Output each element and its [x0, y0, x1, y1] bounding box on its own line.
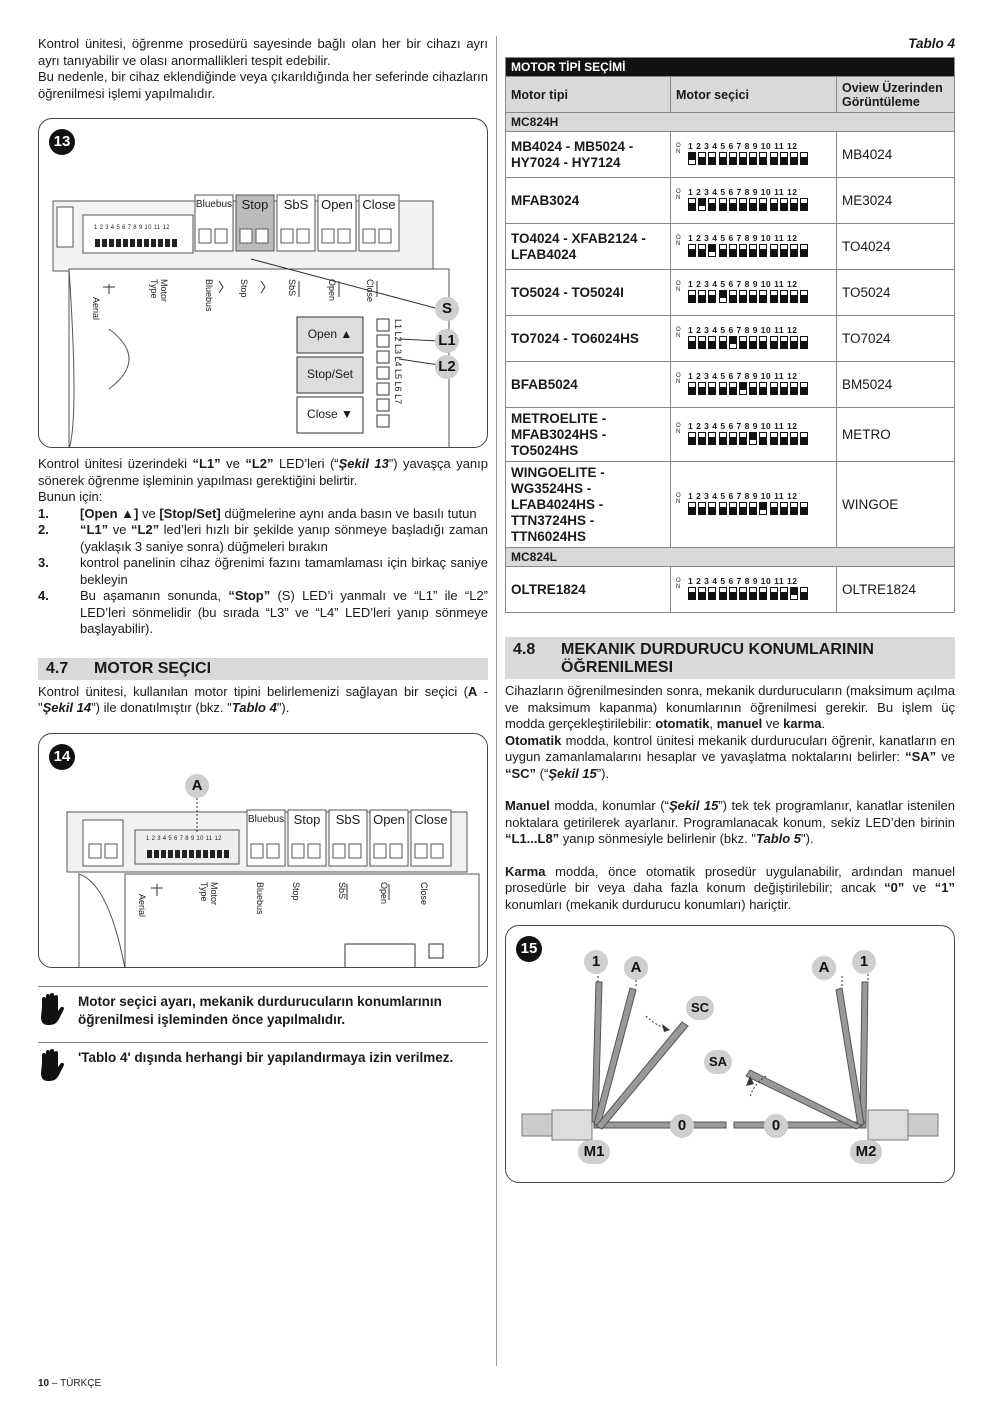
- dip-switch-8: [759, 382, 767, 395]
- dip-switch-6: [739, 587, 747, 600]
- dip-switch-5: [729, 432, 737, 445]
- dip-switch-10: [780, 152, 788, 165]
- dip-switch-11: [790, 198, 798, 211]
- dip-numbers: 1 2 3 4 5 6 7 8 9 10 11 12: [688, 324, 798, 335]
- label-sa: SA: [704, 1050, 732, 1074]
- dip-on-label: O N: [676, 280, 681, 293]
- dip-switch-5: [729, 198, 737, 211]
- group-row: MC824L: [506, 548, 955, 567]
- dip-switch-11: [790, 432, 798, 445]
- dip-switch-7: [749, 244, 757, 257]
- terminal-label-close: Close: [419, 881, 429, 905]
- dip-numbers: 1 2 3 4 5 6 7 8 9 10 11 12: [688, 186, 798, 197]
- dip-switch-10: [780, 382, 788, 395]
- dip-switch: [674, 421, 824, 449]
- button-label-stop: Stop: [293, 811, 321, 827]
- button-label-stop: Stop: [241, 197, 269, 212]
- motor-selector-cell: [671, 316, 837, 362]
- terminal-label-stop: Stop: [291, 881, 301, 901]
- dip-switch-9: [770, 198, 778, 211]
- figure-14-drawing: [39, 734, 488, 968]
- motor-selector-cell: [671, 408, 837, 462]
- dip-switch-8: [759, 152, 767, 165]
- dip-on-label: O N: [676, 422, 681, 435]
- dip-on-label: O N: [676, 326, 681, 339]
- key-stop-set: Stop/Set: [306, 367, 354, 381]
- button-label-sbs: SbS: [335, 811, 361, 827]
- dip-switch-2: [698, 198, 706, 211]
- dip-switch-5: [729, 587, 737, 600]
- dip-switch-3: [708, 432, 716, 445]
- dip-on-label: O N: [676, 188, 681, 201]
- dip-switch-8: [759, 244, 767, 257]
- dip-switch: [674, 141, 824, 169]
- dip-switch-7: [749, 152, 757, 165]
- dip-switch-12: [800, 152, 808, 165]
- dip-switch-12: [800, 432, 808, 445]
- button-label-close: Close: [362, 197, 396, 212]
- table-row: [506, 178, 955, 224]
- table-body: [506, 113, 955, 613]
- motor-type-cell: TO7024 - TO6024HS: [506, 316, 671, 362]
- dip-switch-1: [688, 432, 696, 445]
- label-a-right: A: [812, 956, 836, 980]
- dip-switch-5: [729, 336, 737, 349]
- motor-type-cell: OLTRE1824: [506, 567, 671, 613]
- dip-switch-9: [770, 432, 778, 445]
- dip-on-label: O N: [676, 234, 681, 247]
- header-oview: Oview Üzerinden Görüntüleme: [837, 77, 955, 113]
- dip-switch-10: [780, 290, 788, 303]
- dip-switch-5: [729, 290, 737, 303]
- label-0-right: 0: [764, 1114, 788, 1138]
- dip-switch: [674, 325, 824, 353]
- label-m1: M1: [578, 1140, 610, 1164]
- dip-switch-1: [688, 152, 696, 165]
- dip-switch-6: [739, 336, 747, 349]
- terminal-label-aerial: Aerial: [91, 297, 101, 321]
- label-a-left: A: [624, 956, 648, 980]
- dip-switch-9: [770, 336, 778, 349]
- dip-switch-2: [698, 152, 706, 165]
- table-title: MOTOR TİPİ SEÇİMİ: [506, 58, 955, 77]
- dip-switch-11: [790, 502, 798, 515]
- figure-14: [38, 733, 488, 968]
- motor-selector-cell: [671, 270, 837, 316]
- dip-switch-11: [790, 290, 798, 303]
- header-motor-selector: Motor seçici: [671, 77, 837, 113]
- dip-switch-1: [688, 336, 696, 349]
- oview-cell: TO4024: [837, 224, 955, 270]
- label-1-right: 1: [852, 950, 876, 974]
- dip-switch-4: [719, 502, 727, 515]
- dip-switch-6: [739, 382, 747, 395]
- dip-switch-12: [800, 336, 808, 349]
- dip-switch-1: [688, 198, 696, 211]
- motor-type-cell: TO4024 - XFAB2124 - LFAB4024: [506, 224, 671, 270]
- terminal-label-motor-type: Motor Type: [199, 881, 219, 905]
- dip-switch-8: [759, 336, 767, 349]
- dip-switch-3: [708, 198, 716, 211]
- motor-selector-cell: [671, 362, 837, 408]
- callout-s: S: [435, 297, 459, 321]
- table-row: [506, 132, 955, 178]
- dip-switch: [674, 371, 824, 399]
- motor-selector-cell: [671, 462, 837, 548]
- dip-switch-7: [749, 432, 757, 445]
- section-4-8-paragraph-3: Manuel modda, konumlar (“Şekil 15”) tek tek programlanır, kanatlar istenilen noktalara getirilerek ayarlanır. Programlanacak konum, sekiz LED’den birinin “L1...L8” yanıp sönmesiyle belirlenir (bkz. "Tablo 5").: [505, 798, 955, 846]
- dip-switch-3: [708, 336, 716, 349]
- dip-switch-1: [688, 587, 696, 600]
- dip-switch-8: [759, 587, 767, 600]
- column-divider: [496, 36, 497, 1366]
- led-labels: L1 L2 L3 L4 L5 L6 L7: [393, 319, 403, 405]
- dip-switch-3: [708, 152, 716, 165]
- group-row: MC824H: [506, 113, 955, 132]
- steps-list: [38, 506, 488, 638]
- motor-selector-cell: [671, 178, 837, 224]
- dip-switch-4: [719, 152, 727, 165]
- figure-number: 13: [49, 129, 75, 155]
- oview-cell: TO5024: [837, 270, 955, 316]
- note-1-text: Motor seçici ayarı, mekanik durdurucuların konumlarının öğrenilmesi işleminden önce yapılmalıdır.: [78, 993, 442, 1027]
- terminal-label-stop: Stop: [239, 279, 249, 298]
- dip-switch-10: [780, 587, 788, 600]
- step-1: 1. [Open ▲] ve [Stop/Set] düğmelerine aynı anda basın ve basılı tutun: [38, 505, 477, 521]
- dip-switch-9: [770, 502, 778, 515]
- dip-switch-4: [719, 244, 727, 257]
- dip-switch-1: [688, 382, 696, 395]
- dip-switch-3: [708, 502, 716, 515]
- dip-numbers: 1 2 3 4 5 6 7 8 9 10 11 12: [688, 420, 798, 431]
- motor-type-cell: TO5024 - TO5024I: [506, 270, 671, 316]
- dip-switch-3: [708, 382, 716, 395]
- dip-switch-6: [739, 244, 747, 257]
- terminal-label-close: Close: [365, 279, 375, 303]
- button-label-sbs: SbS: [283, 197, 309, 212]
- step-3: 3. kontrol panelinin cihaz öğrenimi fazını tamamlaması için birkaç saniye bekleyin: [38, 555, 488, 587]
- section-4-8-paragraph-4: Karma modda, önce otomatik prosedür uygulanabilir, ardından manuel prosedürle bir veya daha fazla konum değiştirilebilir; ancak “0” ve “1” konumları (mekanik durdurucu konumları) hariçtir.: [505, 863, 955, 912]
- dip-switch: [674, 491, 824, 519]
- dip-switch-11: [790, 152, 798, 165]
- motor-type-cell: WINGOELITE - WG3524HS - LFAB4024HS - TTN3724HS - TTN6024HS: [506, 462, 671, 548]
- dip-switch-7: [749, 336, 757, 349]
- oview-cell: ME3024: [837, 178, 955, 224]
- header-motor-type: Motor tipi: [506, 77, 671, 113]
- note-2-text: 'Tablo 4' dışında herhangi bir yapılandırmaya izin verilmez.: [78, 1049, 454, 1065]
- section-4-8-heading: 4.8 MEKANIK DURDURUCU KONUMLARININ ÖĞRENILMESI: [505, 637, 955, 679]
- motor-type-cell: MFAB3024: [506, 178, 671, 224]
- dip-numbers: 1 2 3 4 5 6 7 8 9 10 11 12: [688, 278, 798, 289]
- dip-switch-10: [780, 336, 788, 349]
- terminal-label-open: Open: [379, 881, 389, 904]
- step-2: 2. “L1” ve “L2” led’leri hızlı bir şekilde yanıp sönmeye başladığı zaman (yaklaşık 3 saniye sonra) düğmeleri bırakın: [38, 522, 488, 554]
- dip-switch-7: [749, 198, 757, 211]
- dip-switch-11: [790, 336, 798, 349]
- oview-cell: OLTRE1824: [837, 567, 955, 613]
- dip-switch-2: [698, 244, 706, 257]
- motor-selector-cell: [671, 567, 837, 613]
- dip-switch: [674, 187, 824, 215]
- label-sc: SC: [686, 996, 714, 1020]
- terminal-label-aerial: Aerial: [137, 893, 147, 917]
- dip-switch-12: [800, 587, 808, 600]
- dip-switch-1: [688, 290, 696, 303]
- dip-switch-6: [739, 290, 747, 303]
- dip-switch-11: [790, 244, 798, 257]
- oview-cell: WINGOE: [837, 462, 955, 548]
- figure-15-drawing: [506, 926, 955, 1183]
- dip-switch-12: [800, 198, 808, 211]
- table-row: [506, 567, 955, 613]
- intro-paragraph-1: Kontrol ünitesi, öğrenme prosedürü sayesinde bağlı olan her bir cihazı ayrı ayrı tanıyabilir ve olası anormallikleri tespit edebilir.: [38, 36, 488, 68]
- dip-switch-11: [790, 382, 798, 395]
- hand-stop-icon: [38, 993, 78, 1030]
- callout-l1: L1: [435, 329, 459, 353]
- intro-paragraph-2: Bu nedenle, bir cihaz eklendiğinde veya çıkarıldığında her seferinde cihazların öğrenilmesi işlemi yapılmalıdır.: [38, 69, 488, 101]
- dip-switch-6: [739, 502, 747, 515]
- dip-switch: [674, 279, 824, 307]
- oview-cell: MB4024: [837, 132, 955, 178]
- dip-on-label: O N: [676, 372, 681, 385]
- motor-type-cell: BFAB5024: [506, 362, 671, 408]
- hand-stop-icon: [38, 1049, 78, 1086]
- dip-switch-7: [749, 587, 757, 600]
- dip-switch-1: [688, 502, 696, 515]
- step-4: 4. Bu aşamanın sonunda, “Stop” (S) LED’i yanmalı ve “L1” ile “L2” LED’leri sönmelidir (bu sırada “L3” ve “L4” LED’leri yanıp sönmeye başlayabilir).: [38, 588, 488, 636]
- dip-numbers-13: 1 2 3 4 5 6 7 8 9 10 11 12: [94, 225, 170, 231]
- table-row: [506, 362, 955, 408]
- terminal-label-sbs: SbS: [287, 279, 297, 297]
- dip-switch-10: [780, 432, 788, 445]
- oview-cell: BM5024: [837, 362, 955, 408]
- dip-switch-2: [698, 587, 706, 600]
- dip-switch: [674, 233, 824, 261]
- dip-switch-8: [759, 290, 767, 303]
- callout-l2: L2: [435, 355, 459, 379]
- table-row: [506, 316, 955, 362]
- dip-switch-12: [800, 382, 808, 395]
- dip-switch-9: [770, 382, 778, 395]
- oview-cell: METRO: [837, 408, 955, 462]
- dip-numbers: 1 2 3 4 5 6 7 8 9 10 11 12: [688, 370, 798, 381]
- label-0-left: 0: [670, 1114, 694, 1138]
- dip-switch-2: [698, 382, 706, 395]
- dip-switch-4: [719, 432, 727, 445]
- section-4-7-heading: 4.7 MOTOR SEÇICI: [38, 658, 488, 680]
- dip-switch-6: [739, 152, 747, 165]
- dip-numbers: 1 2 3 4 5 6 7 8 9 10 11 12: [688, 140, 798, 151]
- dip-switch-7: [749, 502, 757, 515]
- button-label-close: Close: [414, 811, 448, 827]
- label-m2: M2: [850, 1140, 882, 1164]
- dip-switch-5: [729, 244, 737, 257]
- figure-13-drawing: [39, 119, 488, 448]
- section-4-8-paragraph-2: Otomatik modda, kontrol ünitesi mekanik durdurucuları öğrenir, kanatların en uygun zamanlamalarını hesaplar ve yavaşlatma noktalarını belirler: “SA” ve “SC” (“Şekil 15”).: [505, 732, 955, 781]
- dip-on-label: O N: [676, 492, 681, 505]
- dip-switch-6: [739, 432, 747, 445]
- dip-switch-9: [770, 152, 778, 165]
- key-open: Open ▲: [307, 327, 353, 341]
- terminal-label-motor-type: Motor Type: [149, 279, 169, 303]
- dip-switch-4: [719, 587, 727, 600]
- dip-switch-4: [719, 382, 727, 395]
- dip-numbers-14: 1 2 3 4 5 6 7 8 9 10 11 12: [146, 835, 222, 842]
- dip-switch-7: [749, 382, 757, 395]
- note-2: [38, 1042, 488, 1086]
- oview-cell: TO7024: [837, 316, 955, 362]
- dip-switch-2: [698, 336, 706, 349]
- button-label-bluebus: Bluebus: [247, 813, 285, 825]
- terminal-label-open: Open: [327, 279, 337, 302]
- dip-switch-5: [729, 502, 737, 515]
- dip-switch-4: [719, 336, 727, 349]
- button-label-bluebus: Bluebus: [195, 199, 233, 210]
- dip-numbers: 1 2 3 4 5 6 7 8 9 10 11 12: [688, 575, 798, 586]
- paragraph-lead: Bunun için:: [38, 489, 103, 504]
- dip-switch-8: [759, 502, 767, 515]
- dip-on-label: O N: [676, 142, 681, 155]
- section-4-7-text: Kontrol ünitesi, kullanılan motor tipini belirlemenizi sağlayan bir seçici (A - "Şekil 14") ile donatılmıştır (bkz. "Tablo 4").: [38, 683, 488, 715]
- left-column: [38, 36, 488, 1086]
- motor-selector-cell: [671, 224, 837, 270]
- right-column: [505, 36, 955, 1183]
- note-1: [38, 986, 488, 1030]
- table-row: [506, 270, 955, 316]
- dip-numbers: 1 2 3 4 5 6 7 8 9 10 11 12: [688, 232, 798, 243]
- dip-switch-4: [719, 290, 727, 303]
- label-1-left: 1: [584, 950, 608, 974]
- dip-switch-2: [698, 502, 706, 515]
- figure-number: 14: [49, 744, 75, 770]
- figure-15: [505, 925, 955, 1183]
- dip-switch-3: [708, 587, 716, 600]
- terminal-label-bluebus: Bluebus: [204, 279, 214, 312]
- dip-switch-12: [800, 244, 808, 257]
- dip-switch-2: [698, 432, 706, 445]
- dip-switch-9: [770, 587, 778, 600]
- terminal-label-sbs: SbS: [337, 881, 347, 899]
- dip-switch-6: [739, 198, 747, 211]
- dip-switch-1: [688, 244, 696, 257]
- button-label-open: Open: [373, 811, 405, 827]
- dip-switch-12: [800, 290, 808, 303]
- figure-13: [38, 118, 488, 448]
- paragraph-leds: Kontrol ünitesi üzerindeki “L1” ve “L2” LED’leri (“Şekil 13”) yavaşça yanıp sönerek öğrenme işleminin yapılması gerektiğini belirtir.: [38, 456, 489, 488]
- figure-number: 15: [516, 936, 542, 962]
- dip-switch-10: [780, 502, 788, 515]
- motor-type-cell: MB4024 - MB5024 - HY7024 - HY7124: [506, 132, 671, 178]
- dip-switch-7: [749, 290, 757, 303]
- button-label-open: Open: [321, 197, 353, 212]
- motor-selector-cell: [671, 132, 837, 178]
- dip-switch-9: [770, 290, 778, 303]
- table-row: [506, 408, 955, 462]
- dip-switch-4: [719, 198, 727, 211]
- dip-switch-10: [780, 244, 788, 257]
- dip-switch-5: [729, 382, 737, 395]
- dip-switch-9: [770, 244, 778, 257]
- table-row: [506, 462, 955, 548]
- table-row: [506, 224, 955, 270]
- dip-switch-8: [759, 432, 767, 445]
- motor-type-table: [505, 57, 955, 613]
- dip-switch-12: [800, 502, 808, 515]
- dip-switch-3: [708, 290, 716, 303]
- key-close: Close ▼: [307, 407, 353, 421]
- page-footer: 10 – TÜRKÇE: [38, 1378, 102, 1389]
- dip-switch-8: [759, 198, 767, 211]
- dip-numbers: 1 2 3 4 5 6 7 8 9 10 11 12: [688, 490, 798, 501]
- dip-switch-10: [780, 198, 788, 211]
- dip-switch-5: [729, 152, 737, 165]
- callout-a: A: [185, 774, 209, 798]
- dip-on-label: O N: [676, 577, 681, 590]
- table-caption: Tablo 4: [908, 36, 955, 51]
- terminal-label-bluebus: Bluebus: [255, 881, 265, 915]
- dip-switch-3: [708, 244, 716, 257]
- dip-switch-11: [790, 587, 798, 600]
- motor-type-cell: METROELITE - MFAB3024HS - TO5024HS: [506, 408, 671, 462]
- section-4-8-paragraph-1: Cihazların öğrenilmesinden sonra, mekanik durdurucuların (maksimum açılma ve maksimum kapanma) konumlarının öğrenilmesi gerekir. Bu işlem üç modda gerçekleştirilebilir: otomatik, manuel ve karma.: [505, 683, 955, 731]
- dip-switch-2: [698, 290, 706, 303]
- dip-switch: [674, 576, 824, 604]
